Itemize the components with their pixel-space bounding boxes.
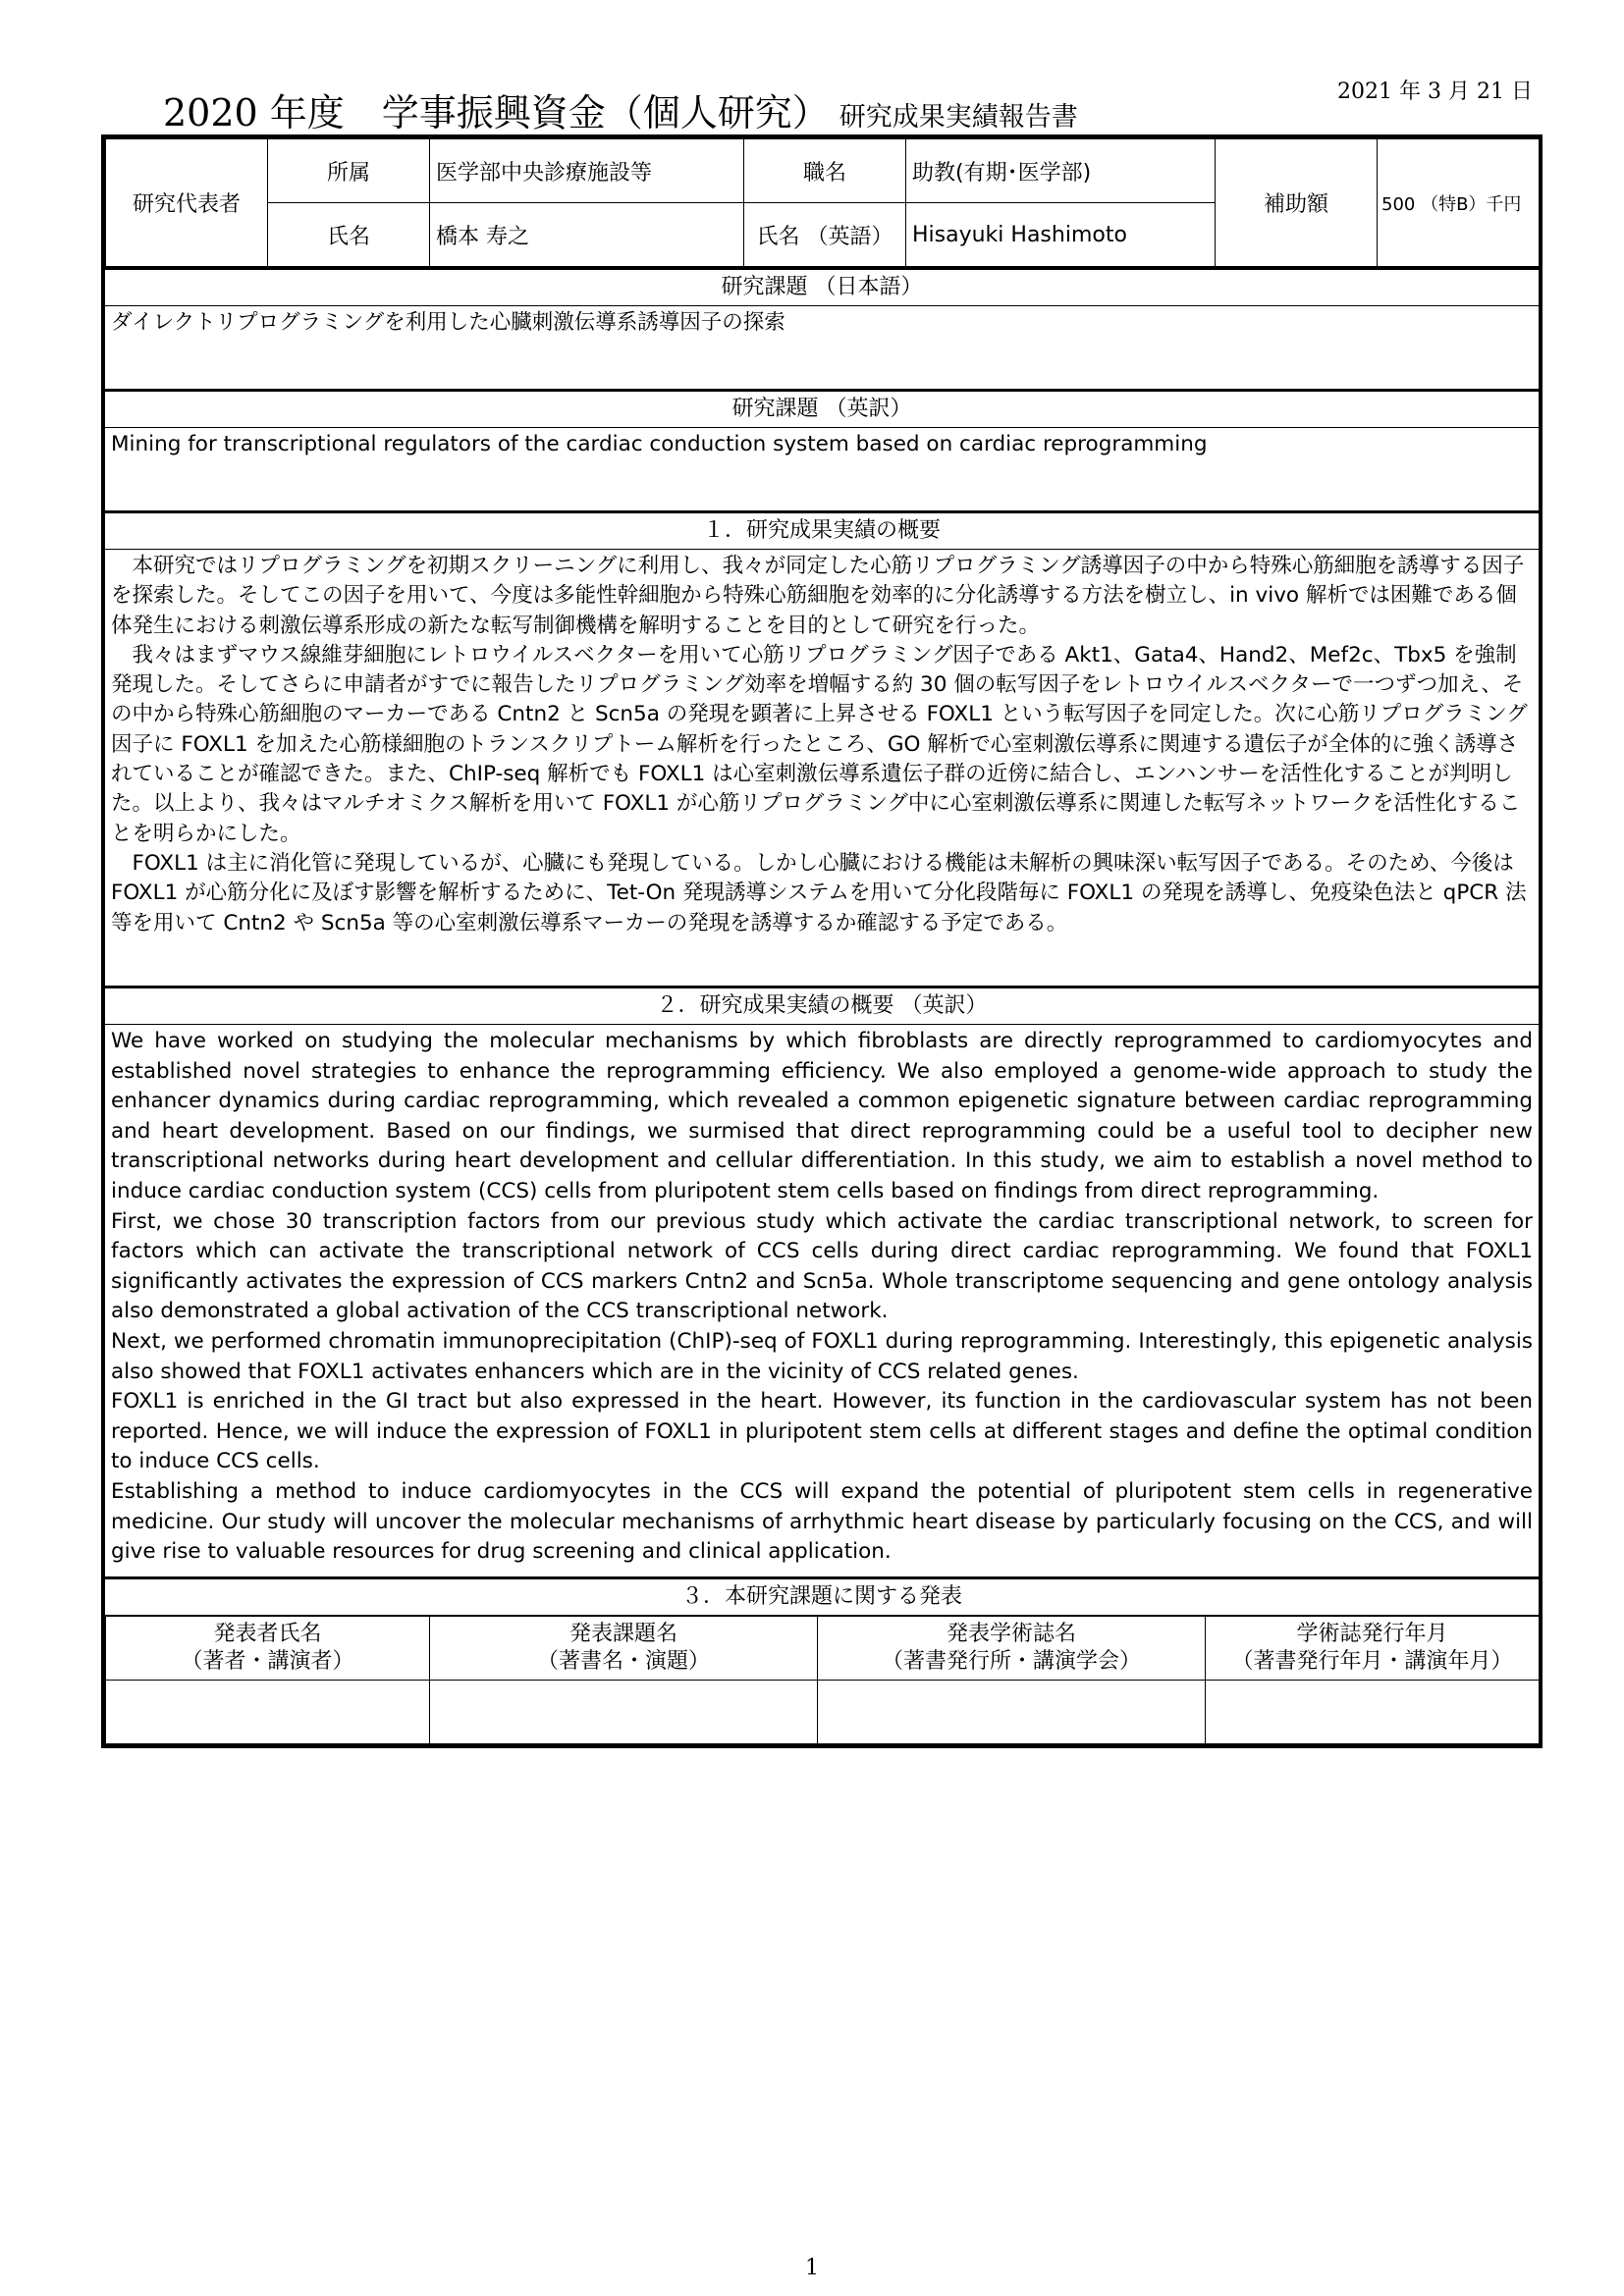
summary-en-body <box>105 1025 1539 1576</box>
topic-jp-value: ダイレクトリプログラミングを利用した心臓刺激伝導系誘導因子の探索 <box>111 310 785 335</box>
pub-cell <box>818 1681 1206 1744</box>
grant-label: 補助額 <box>1216 139 1378 267</box>
report-title <box>163 82 1078 136</box>
publications-table <box>105 1616 1540 1744</box>
summary-jp-paragraph: 我々はまずマウス線維芽細胞にレトロウイルスベクターを用いて心筋リプログラミング因子である Akt1、Gata4、Hand2、Mef2c、Tbx5 を強制発現した。そしてさらに申請者がすでに報告したリプログラミング効率を増幅する約 30 個の転写因子をレトロウイルスベクターで一つずつ加え、その中から特殊心筋細胞のマーカーである Cntn2 と Scn5a の発現を顕著に上昇させる FOXL1 という転写因子を同定した。次に心筋リプログラミング因子に FOXL1 を加えた心筋様細胞のトランスクリプトーム解析を行ったところ、GO 解析で心室刺激伝導系に関連する遺伝子が全体的に強く誘導されていることが確認できた。また、ChIP-seq 解析でも FOXL1 は心室刺激伝導系遺伝子群の近傍に結合し、エンハンサーを活性化することが判明した。以上より、我々はマルチオミクス解析を用いて FOXL1 が心筋リプログラミング中に心室刺激伝導系に関連した転写ネットワークを活性化することを明らかにした。 <box>111 642 1528 846</box>
info-table <box>105 138 1540 267</box>
report-date: 2021 年 3 月 21 日 <box>1337 80 1533 104</box>
report-title-main: 2020 年度 学事振興資金（個人研究） <box>163 91 830 134</box>
summary-jp-heading: １．研究成果実績の概要 <box>105 510 1539 550</box>
pub-col-journal: 発表学術誌名 （著書発行所・講演学会） <box>818 1617 1206 1681</box>
summary-jp-paragraph: FOXL1 は主に消化管に発現しているが、心臓にも発現している。しかし心臓における機能は未解析の興味深い転写因子である。そのため、今後は FOXL1 が心筋分化に及ぼす影響を解析するために、Tet-On 発現誘導システムを用いて分化段階毎に FOXL1 の発現を誘導し、免疫染色法と qPCR 法等を用いて Cntn2 や Scn5a 等の心室刺激伝導系マーカーの発現を誘導するか確認する予定である。 <box>111 850 1527 935</box>
grant-value: 500 （特B）千円 <box>1378 139 1540 267</box>
affiliation-value: 医学部中央診療施設等 <box>430 139 744 203</box>
pub-cell <box>430 1681 818 1744</box>
summary-en-paragraph: Establishing a method to induce cardiomyocytes in the CCS will expand the potential of pluripotent stem cells in regenerative medicine. Our study will uncover the molecular mechanisms of arrhythmic heart disease by particularly focusing on the CCS, and will give rise to valuable resources for drug screening and clinical application. <box>111 1478 1533 1565</box>
publications-heading: ３．本研究課題に関する発表 <box>105 1576 1539 1616</box>
pub-col-date: 学術誌発行年月 （著書発行年月・講演年月） <box>1206 1617 1540 1681</box>
position-label: 職名 <box>744 139 906 203</box>
summary-jp-body <box>105 550 1539 986</box>
page-number: 1 <box>805 2256 819 2280</box>
report-form <box>101 134 1543 1748</box>
summary-jp-paragraph: 本研究ではリプログラミングを初期スクリーニングに利用し、我々が同定した心筋リプログラミング誘導因子の中から特殊心筋細胞を誘導する因子を探索した。そしてこの因子を用いて、今度は多能性幹細胞から特殊心筋細胞を効率的に分化誘導する方法を樹立し、in vivo 解析では困難である個体発生における刺激伝導系形成の新たな転写制御機構を解明することを目的として研究を行った。 <box>111 554 1525 638</box>
name-label: 氏名 <box>268 203 430 267</box>
position-value: 助教(有期･医学部) <box>906 139 1216 203</box>
summary-en-paragraph: Next, we performed chromatin immunoprecipitation (ChIP)-seq of FOXL1 during reprogramming. Interestingly, this epigenetic analysis also showed that FOXL1 activates enhancers which are in the vicinity of CCS related genes. <box>111 1328 1533 1384</box>
representative-label: 研究代表者 <box>106 139 268 267</box>
topic-en-heading: 研究課題 （英訳） <box>105 389 1539 428</box>
affiliation-label: 所属 <box>268 139 430 203</box>
name-en-value: Hisayuki Hashimoto <box>906 203 1216 267</box>
pub-cell <box>106 1681 430 1744</box>
summary-en-paragraph: First, we chose 30 transcription factors from our previous study which activate the cardiac transcriptional network, to screen for factors which can activate the transcriptional network of CCS cells during direct cardiac reprogramming. We found that FOXL1 significantly activates the expression of CCS markers Cntn2 and Scn5a. Whole transcriptome sequencing and gene ontology analysis also demonstrated a global activation of the CCS transcriptional network. <box>111 1208 1533 1324</box>
pub-cell <box>1206 1681 1540 1744</box>
pub-col-authors: 発表者氏名 （著者・講演者） <box>106 1617 430 1681</box>
name-value: 橋本 寿之 <box>430 203 744 267</box>
summary-en-paragraph: We have worked on studying the molecular mechanisms by which fibroblasts are directly reprogrammed to cardiomyocytes and established novel strategies to enhance the reprogramming efficiency. We also employed a genome-wide approach to study the enhancer dynamics during cardiac reprogramming, which revealed a common epigenetic signature between cardiac reprogramming and heart development. Based on our findings, we surmised that direct reprogramming could be a useful tool to decipher new transcriptional networks during heart development and cellular differentiation. In this study, we aim to establish a novel method to induce cardiac conduction system (CCS) cells from pluripotent stem cells based on findings from direct reprogramming. <box>111 1029 1533 1203</box>
topic-en-value: Mining for transcriptional regulators of the cardiac conduction system based on cardiac reprogramming <box>111 432 1208 456</box>
report-title-sub: 研究成果実績報告書 <box>839 102 1078 133</box>
topic-jp-heading: 研究課題 （日本語） <box>105 267 1539 306</box>
topic-jp-text <box>105 306 1539 389</box>
summary-en-paragraph: FOXL1 is enriched in the GI tract but also expressed in the heart. However, its function in the cardiovascular system has not been reported. Hence, we will induce the expression of FOXL1 in pluripotent stem cells at different stages and define the optimal condition to induce CCS cells. <box>111 1389 1533 1474</box>
name-en-label: 氏名 （英語） <box>744 203 906 267</box>
summary-en-heading: ２．研究成果実績の概要 （英訳） <box>105 986 1539 1025</box>
pub-col-title: 発表課題名 （著書名・演題） <box>430 1617 818 1681</box>
topic-en-text <box>105 428 1539 510</box>
